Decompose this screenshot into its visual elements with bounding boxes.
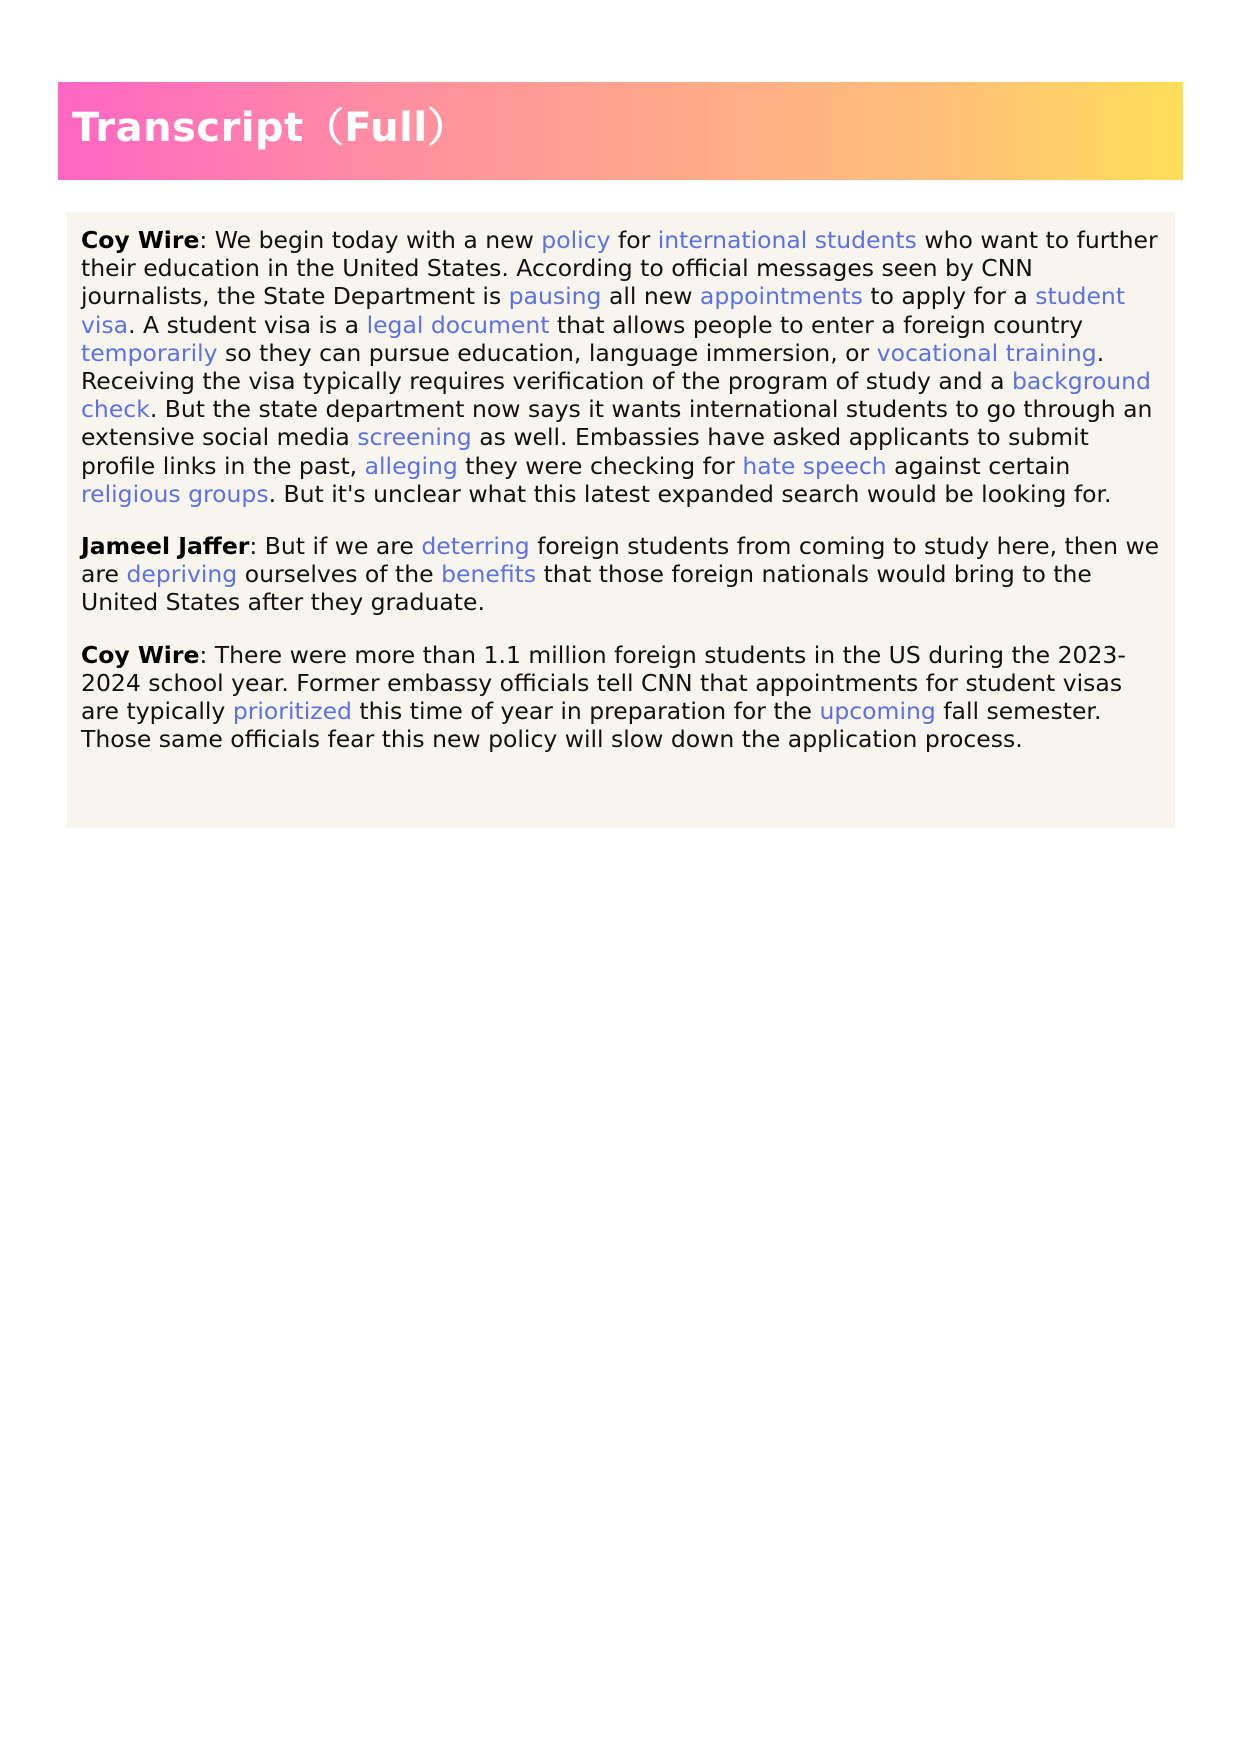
vocab-term: alleging [364, 451, 458, 480]
vocab-term: prioritized [232, 697, 352, 726]
transcript-paragraph [81, 226, 1160, 508]
transcript-text: so they can pursue education, language immersion, or [217, 338, 877, 367]
speaker-name: Jameel Jaffer [81, 532, 250, 561]
transcript-text: : We begin today with a new [199, 226, 542, 254]
transcript-paragraph [81, 641, 1160, 754]
transcript-paragraph [81, 532, 1160, 617]
vocab-term: pausing [508, 282, 602, 311]
vocab-term: screening [357, 423, 472, 452]
speaker-name: Coy Wire [81, 226, 200, 254]
vocab-term: upcoming [819, 697, 936, 726]
vocab-term: benefits [441, 560, 537, 589]
vocab-term: vocational training [876, 338, 1097, 367]
transcript-text: who want to further their education in the United States. According to official messages seen by CNN journalists, the State Department is [81, 226, 1158, 311]
transcript-panel [66, 212, 1175, 828]
transcript-text: to apply for a [862, 282, 1036, 311]
vocab-term: temporarily [81, 338, 218, 367]
transcript-text: they were checking for [457, 451, 743, 480]
vocab-term: depriving [126, 560, 238, 589]
vocab-term: religious groups [81, 479, 269, 508]
vocab-term: background check [81, 367, 1151, 424]
transcript-text: . But it's unclear what this latest expanded search would be looking for. [268, 479, 1112, 508]
transcript-text: : But if we are [249, 532, 422, 561]
transcript-text: fall semester. Those same officials fear this new policy will slow down the application process. [81, 697, 1102, 754]
transcript-text: : There were more than 1.1 million foreign students in the US during the 2023-2024 school year. Former embassy officials tell CNN that appointments for student visas are typically [81, 640, 1126, 726]
vocab-term: appointments [699, 282, 863, 311]
vocab-term: international students [657, 226, 917, 254]
vocab-term: policy [541, 226, 611, 254]
transcript-text: . A student visa is a [128, 310, 367, 339]
transcript-text: as well. Embassies have asked applicants to submit profile links in the past, [81, 423, 1089, 480]
transcript-text: against certain [886, 451, 1071, 480]
transcript-text: all new [601, 282, 700, 311]
transcript-text: foreign students from coming to study here, then we are [81, 532, 1160, 589]
transcript-text: . Receiving the visa typically requires verification of the program of study and a [81, 338, 1105, 396]
vocab-term: deterring [421, 532, 530, 561]
speaker-name: Coy Wire [81, 640, 200, 669]
page-title: Transcript（Full） [72, 105, 469, 151]
transcript-text: that allows people to enter a foreign country [549, 310, 1084, 339]
transcript-text: . But the state department now says it wants international students to go through an extensive social media [81, 395, 1153, 452]
vocab-term: hate speech [742, 451, 887, 480]
transcript-text: for [610, 226, 658, 254]
transcript-text: that those foreign nationals would bring to the United States after they graduate. [81, 560, 1092, 617]
title-banner [58, 82, 1183, 180]
vocab-term: legal document [366, 310, 550, 339]
vocab-term: student visa [81, 282, 1126, 339]
transcript-text: this time of year in preparation for the [351, 697, 820, 726]
transcript-text: ourselves of the [237, 560, 442, 589]
